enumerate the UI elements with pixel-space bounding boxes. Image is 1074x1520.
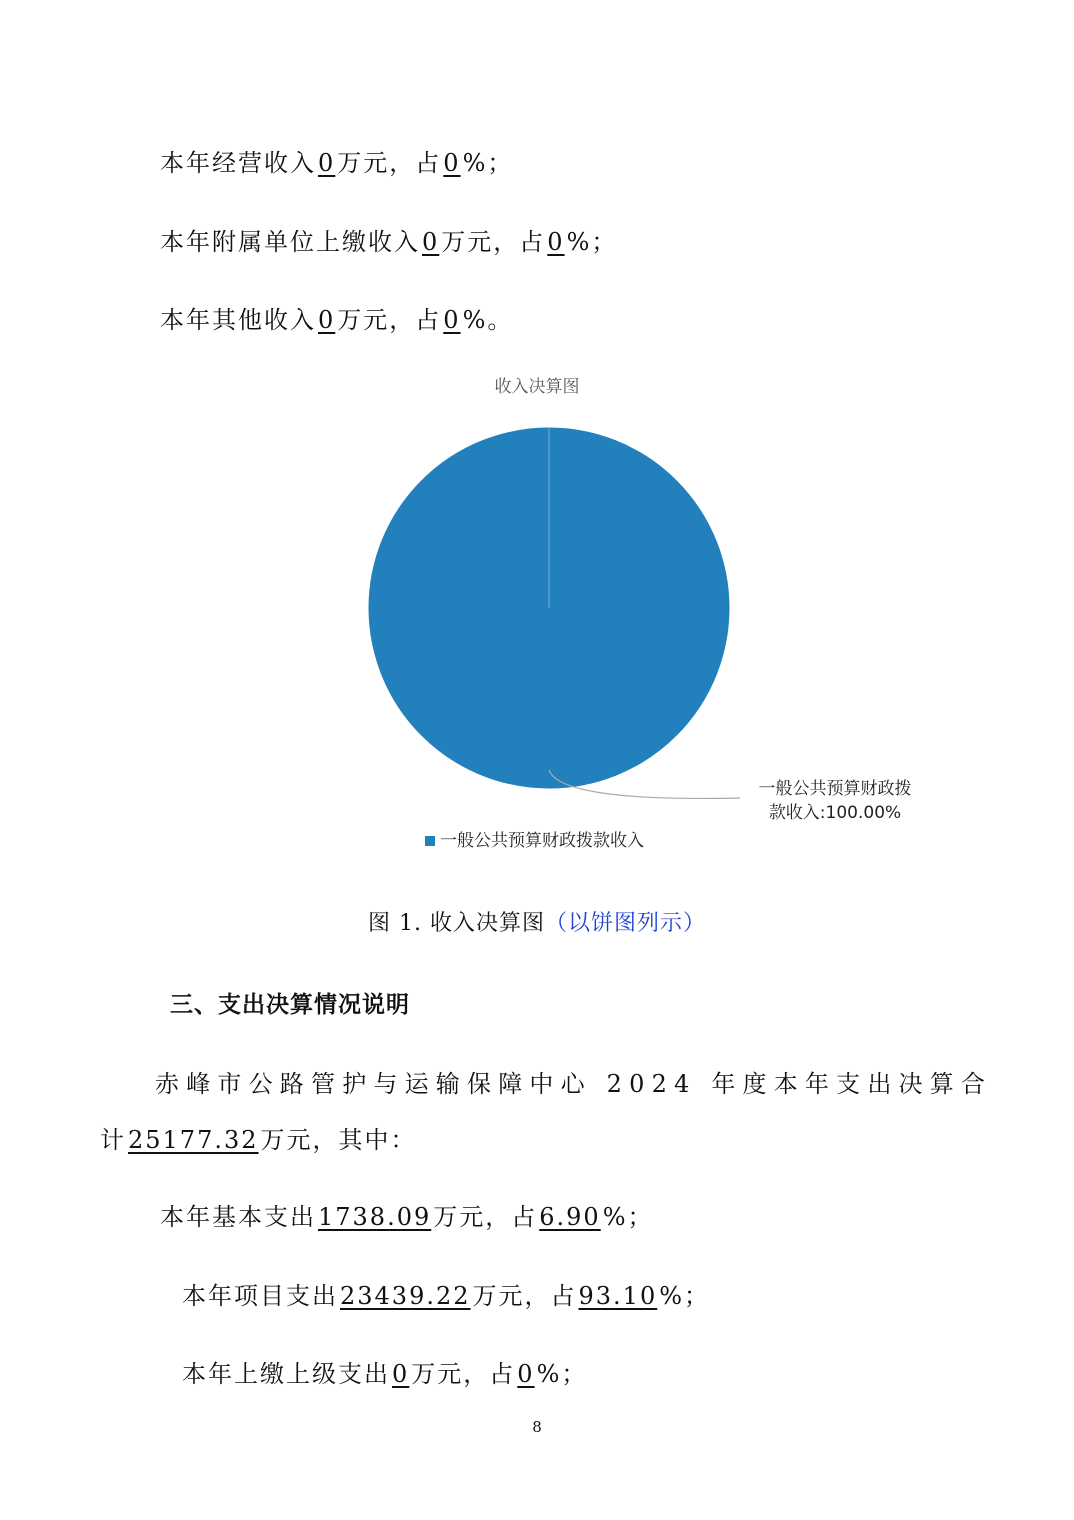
line-mid: 万元，占 — [472, 1282, 577, 1310]
legend-label: 一般公共预算财政拨款收入 — [440, 831, 644, 851]
expense-intro-line1: 赤峰市公路管护与运输保障中心 2024 年度本年支出决算合 — [155, 1070, 993, 1098]
line-label: 本年上缴上级支出 — [182, 1360, 390, 1388]
expense-line-upper — [182, 1354, 587, 1389]
data-label-line1: 一般公共预算财政拨 — [758, 779, 912, 799]
percent-value: 93.10 — [578, 1282, 658, 1310]
line-label: 本年附属单位上缴收入 — [160, 228, 420, 256]
line-mid: 万元，占 — [441, 228, 546, 256]
line-label: 本年基本支出 — [160, 1203, 316, 1231]
amount-value: 0 — [392, 1360, 410, 1388]
amount-value: 0 — [422, 228, 440, 256]
percent-value: 0 — [547, 228, 565, 256]
caption-note: （以饼图列示） — [544, 911, 706, 936]
expense-line-basic — [160, 1197, 654, 1232]
line-suffix: %； — [602, 1203, 654, 1231]
line-mid: 万元，占 — [337, 306, 442, 334]
revenue-line-other — [160, 300, 513, 335]
legend-swatch — [425, 836, 435, 846]
expense-intro-line2 — [100, 1120, 417, 1155]
amount-value: 1738.09 — [318, 1203, 432, 1231]
amount-value: 0 — [318, 306, 336, 334]
line-label: 本年经营收入 — [160, 149, 316, 177]
amount-value: 23439.22 — [340, 1282, 471, 1310]
section-heading: 三、支出决算情况说明 — [170, 992, 410, 1018]
figure-caption — [0, 906, 1074, 937]
caption-main: 图 1. 收入决算图 — [368, 911, 545, 936]
revenue-line-affiliated — [160, 222, 617, 257]
line-suffix: %； — [536, 1360, 588, 1388]
percent-value: 6.90 — [539, 1203, 601, 1231]
data-label-line2: 款收入:100.00% — [768, 803, 902, 823]
line-mid: 万元，占 — [411, 1360, 516, 1388]
expense-line-project — [182, 1276, 710, 1311]
line-label: 本年项目支出 — [182, 1282, 338, 1310]
revenue-pie-chart — [0, 410, 1074, 910]
line-mid: 万元，占 — [337, 149, 442, 177]
line-label: 计 — [100, 1126, 126, 1154]
amount-value: 0 — [318, 149, 336, 177]
revenue-line-operating — [160, 143, 513, 178]
percent-value: 0 — [443, 306, 461, 334]
line-suffix: %； — [659, 1282, 711, 1310]
page-number: 8 — [532, 1418, 542, 1436]
line-suffix: 万元，其中： — [260, 1126, 417, 1154]
percent-value: 0 — [443, 149, 461, 177]
line-mid: 万元，占 — [433, 1203, 538, 1231]
line-suffix: %； — [462, 149, 514, 177]
line-label: 本年其他收入 — [160, 306, 316, 334]
total-amount: 25177.32 — [128, 1126, 259, 1154]
line-suffix: %； — [566, 228, 618, 256]
chart-title: 收入决算图 — [494, 377, 580, 397]
percent-value: 0 — [517, 1360, 535, 1388]
line-suffix: %。 — [462, 306, 514, 334]
